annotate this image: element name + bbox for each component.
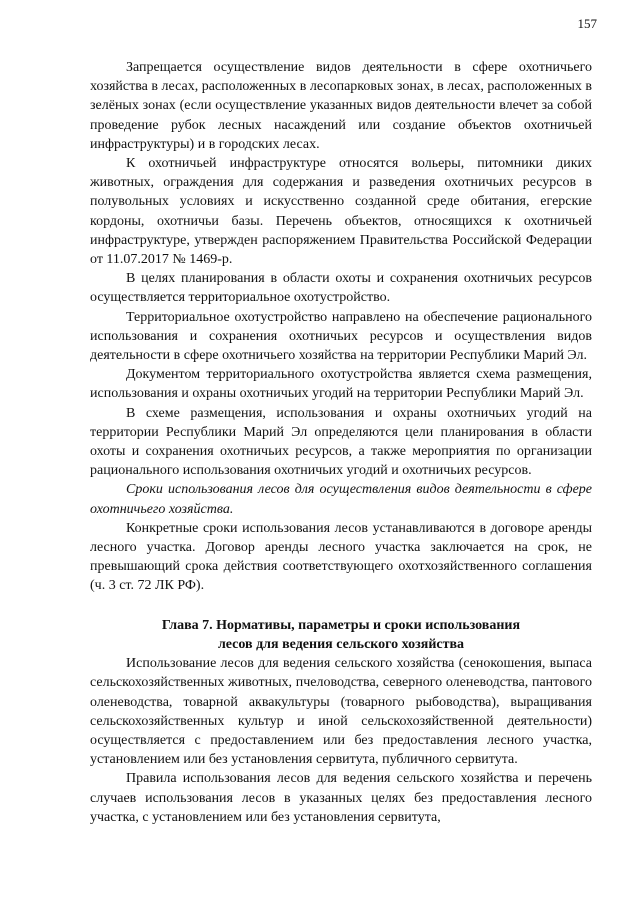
- chapter-title: [90, 616, 592, 654]
- paragraph-planning: В целях планирования в области охоты и сохранения охотничьих ресурсов осуществляется территориальное охотустройство.: [90, 271, 592, 306]
- italic-subheading: Сроки использования лесов для осуществления видов деятельности в сфере охотничьего хозяйства.: [90, 482, 592, 517]
- paragraph-agriculture-use: Использование лесов для ведения сельского хозяйства (сенокошения, выпаса сельскохозяйственных животных, пчеловодства, северного оленеводства, пантового оленеводства, товарной аквакультуры (товарного рыбоводства), выращивания сельскохозяйственных культур и иной сельскохозяйственной деятельности) осуществляется с предоставлением или без предоставления лесного участка, установлением или без установления сервитута, публичного сервитута.: [90, 656, 592, 768]
- paragraph-prohibition: Запрещается осуществление видов деятельности в сфере охотничьего хозяйства в лесах, расположенных в лесопарковых зонах, в лесах, расположенных в зелёных зонах (если осуществление указанных видов деятельности влечет за собой проведение рубок лесных насаждений или создание объектов охотничьей инфраструктуры) и в городских лесах.: [90, 60, 592, 152]
- chapter-title-line-2: лесов для ведения сельского хозяйства: [217, 636, 465, 652]
- paragraph-scheme-goals: В схеме размещения, использования и охраны охотничьих угодий на территории Республики Марий Эл определяются цели планирования в области охоты и сохранения охотничьих ресурсов, а также мероприятия по организации рационального использования охотничьих угодий и охотничьих ресурсов.: [90, 405, 592, 479]
- chapter-title-line-1: Глава 7. Нормативы, параметры и сроки использования: [161, 617, 521, 633]
- page-content: [90, 58, 592, 827]
- paragraph-agriculture-rules: Правила использования лесов для ведения сельского хозяйства и перечень случаев использования лесов в указанных целях без предоставления лесного участка, с установлением или без установления сервитута,: [90, 771, 592, 825]
- page-number: 157: [577, 16, 597, 31]
- paragraph-management-document: Документом территориального охотустройства является схема размещения, использования и охраны охотничьих угодий на территории Республики Марий Эл.: [90, 367, 592, 402]
- paragraph-lease-terms: Конкретные сроки использования лесов устанавливаются в договоре аренды лесного участка. Договор аренды лесного участка заключается на срок, не превышающий срока действия соответствующего охотхозяйственного соглашения (ч. 3 ст. 72 ЛК РФ).: [90, 520, 592, 594]
- paragraph-hunting-infrastructure: К охотничьей инфраструктуре относятся вольеры, питомники диких животных, ограждения для содержания и разведения охотничьих ресурсов в полувольных условиях и искусственно созданной среде обитания, егерские кордоны, охотничьи базы. Перечень объектов, относящихся к охотничьей инфраструктуре, утвержден распоряжением Правительства Российской Федерации от 11.07.2017 № 1469-р.: [90, 156, 592, 268]
- paragraph-territorial-management: Территориальное охотустройство направлено на обеспечение рационального использования и сохранения охотничьих ресурсов и осуществления видов деятельности в сфере охотничьего хозяйства на территории Республики Марий Эл.: [90, 309, 592, 364]
